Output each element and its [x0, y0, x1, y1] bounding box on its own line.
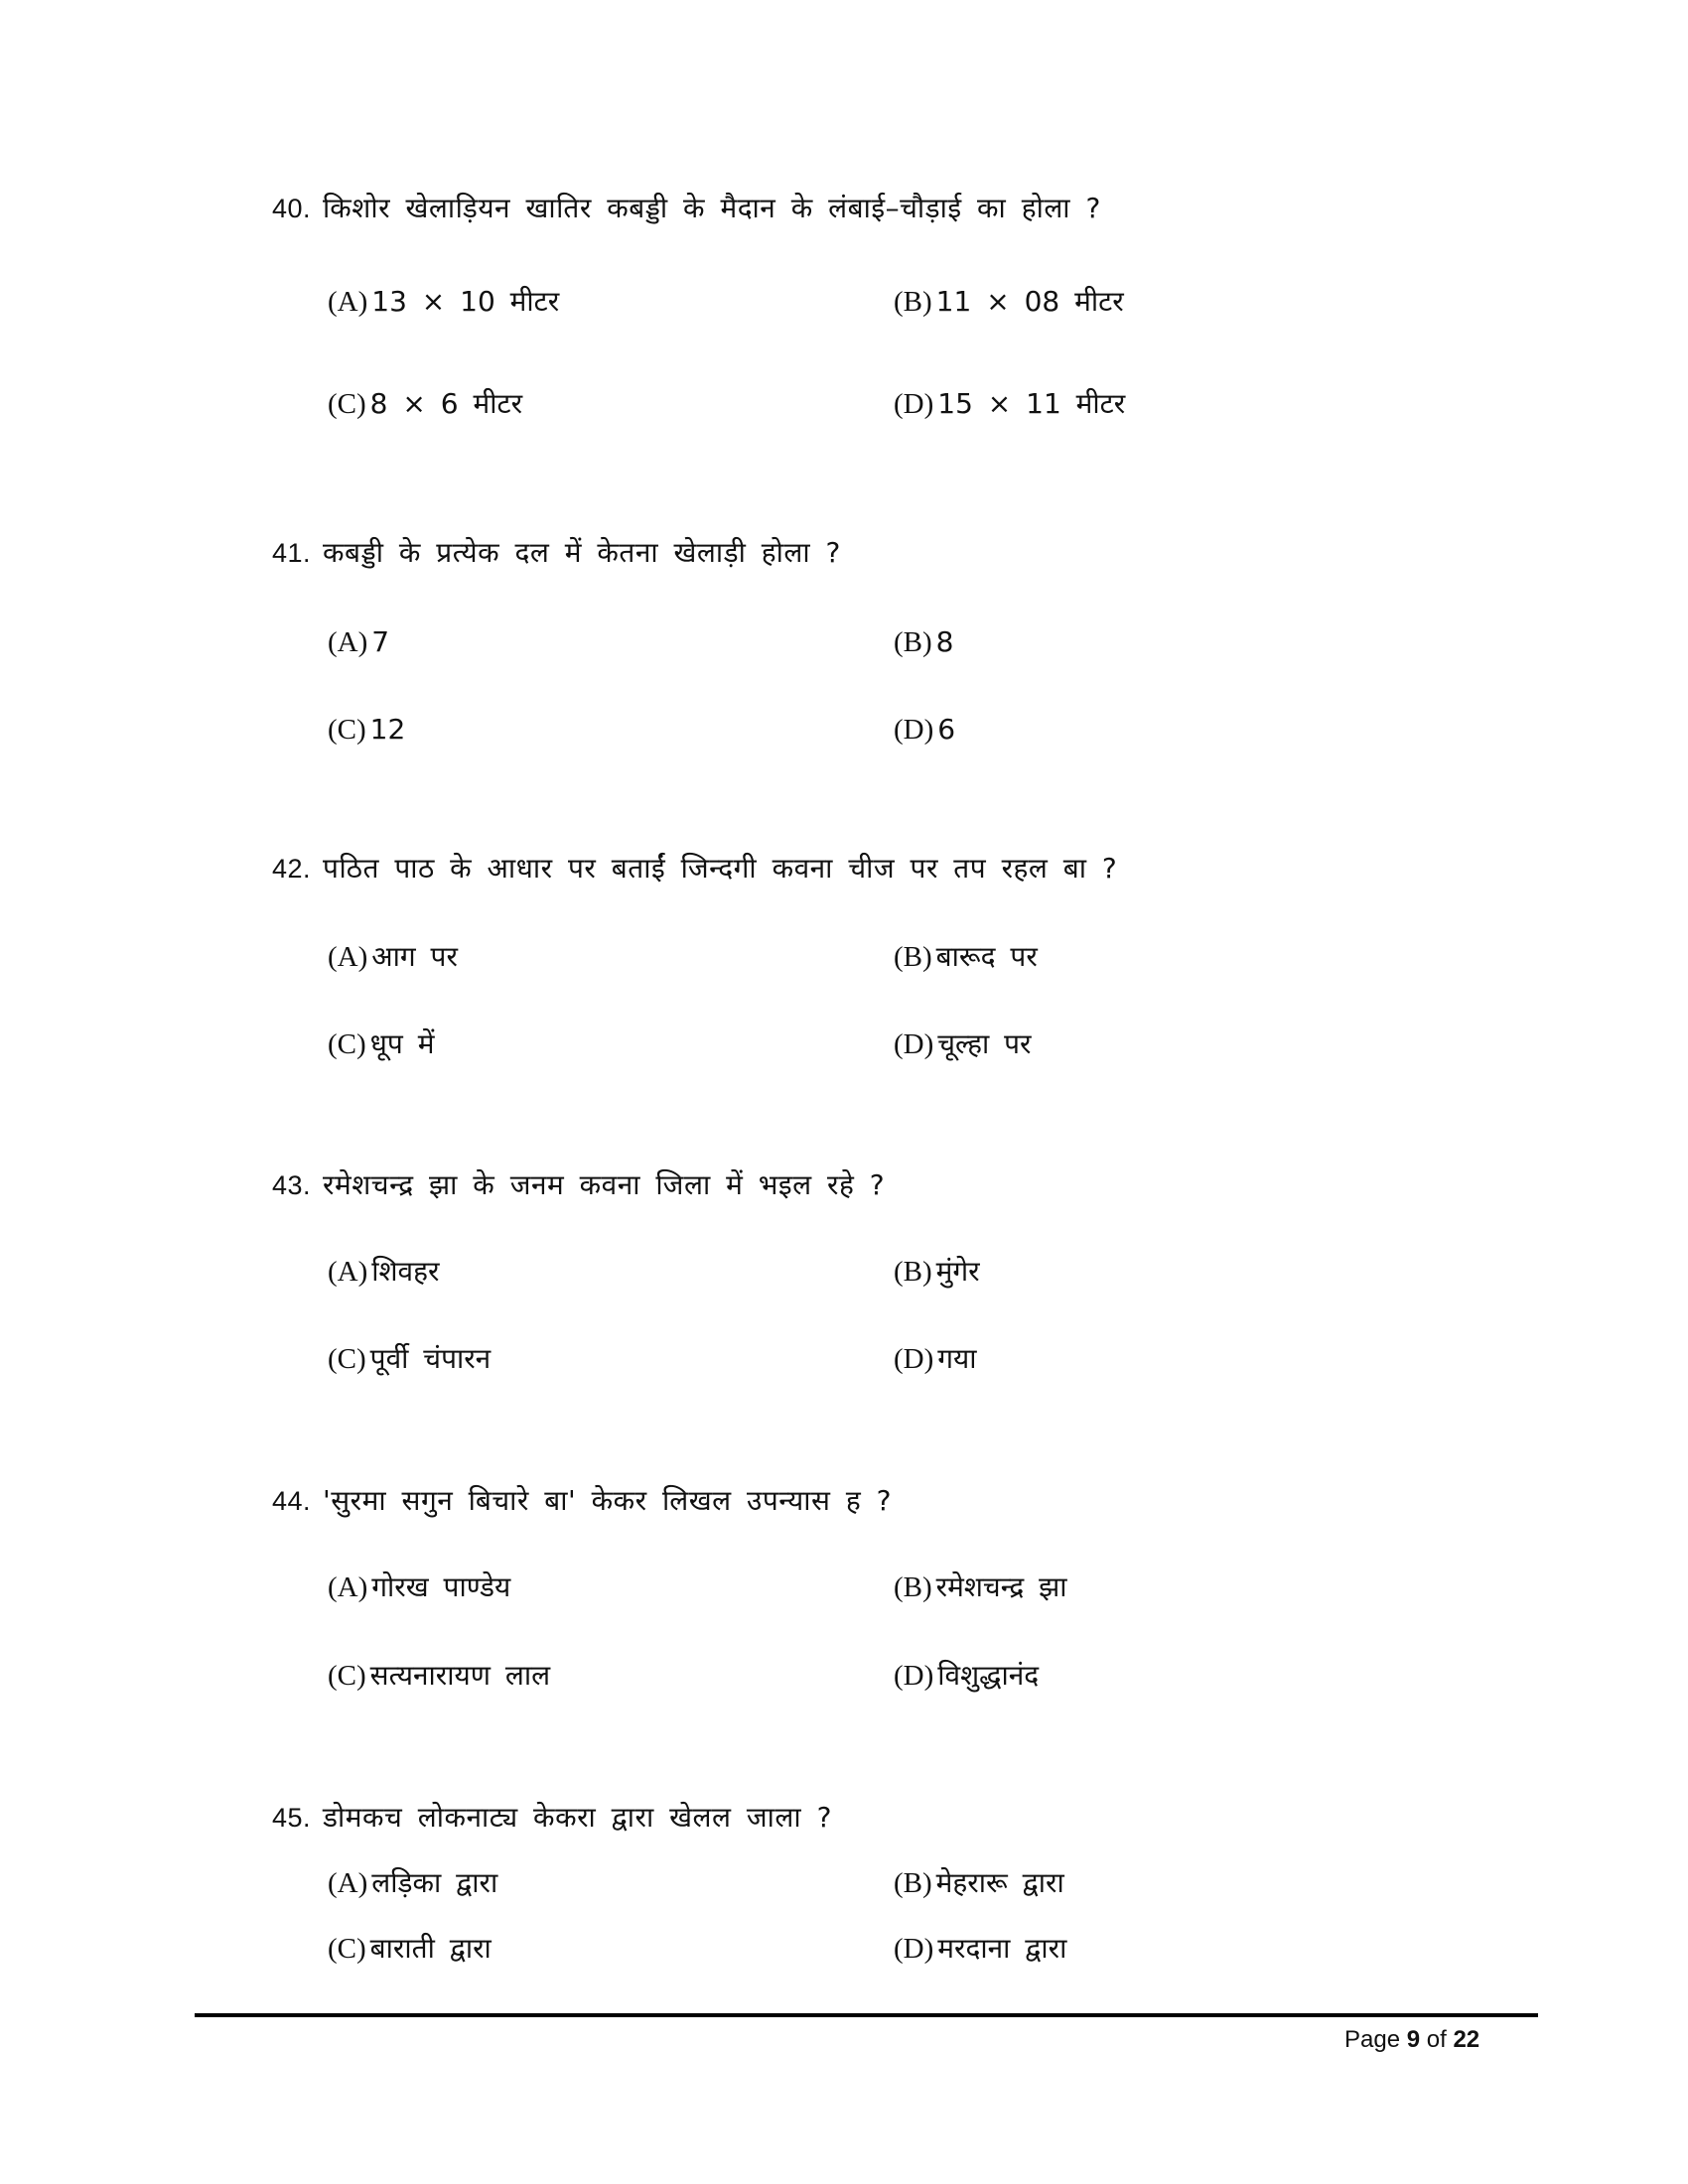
question-42-option-b: [894, 937, 1038, 977]
option-label: (C): [328, 714, 366, 746]
option-label: (A): [328, 286, 368, 318]
option-label: (D): [894, 714, 934, 746]
option-value: गोरख पाण्डेय: [371, 1570, 511, 1603]
total-pages: 22: [1453, 2026, 1480, 2053]
question-40-option-c: [328, 384, 522, 424]
page-number-label: [1344, 2025, 1479, 2055]
question-44-option-d: [894, 1656, 1039, 1696]
question-42-option-c: [328, 1024, 434, 1064]
question-number: 41.: [272, 538, 312, 568]
question-41-option-b: [894, 622, 954, 662]
question-40: [272, 189, 1101, 228]
option-value: बाराती द्वारा: [369, 1932, 492, 1965]
question-45-option-d: [894, 1929, 1066, 1969]
option-label: (A): [328, 1571, 368, 1603]
option-label: (C): [328, 1343, 366, 1375]
option-value: विशुद्धानंद: [937, 1659, 1040, 1692]
option-value: पूर्वी चंपारन: [369, 1342, 492, 1375]
option-value: चूल्हा पर: [937, 1027, 1032, 1060]
question-text: डोमकच लोकनाट्य केकरा द्वारा खेलल जाला ?: [323, 1801, 832, 1834]
option-label: (B): [894, 626, 932, 658]
option-value: मेहरारू द्वारा: [935, 1866, 1064, 1899]
question-43: [272, 1165, 885, 1205]
option-value: 11 × 08 मीटर: [935, 285, 1124, 318]
question-number: 40.: [272, 194, 312, 223]
option-label: (C): [328, 388, 366, 420]
option-value: आग पर: [371, 940, 458, 973]
question-45-option-b: [894, 1863, 1064, 1903]
option-label: (B): [894, 1256, 932, 1288]
option-value: 15 × 11 मीटर: [937, 387, 1126, 420]
question-43-option-c: [328, 1339, 491, 1379]
question-43-option-d: [894, 1339, 977, 1379]
option-label: (B): [894, 1867, 932, 1899]
question-44: [272, 1481, 892, 1521]
option-label: (C): [328, 1660, 366, 1692]
option-label: (D): [894, 1028, 934, 1060]
option-value: रमेशचन्द्र झा: [935, 1570, 1067, 1603]
option-value: 6: [937, 713, 956, 746]
question-text: रमेशचन्द्र झा के जनम कवना जिला में भइल रहे ?: [323, 1168, 886, 1201]
question-41-option-a: [328, 622, 389, 662]
page-word: Page: [1344, 2026, 1401, 2053]
option-label: (C): [328, 1028, 366, 1060]
question-41-option-d: [894, 710, 955, 750]
question-41-option-c: [328, 710, 405, 750]
option-label: (D): [894, 388, 934, 420]
option-value: मुंगेर: [935, 1255, 980, 1288]
option-value: गया: [937, 1342, 977, 1375]
question-text: 'सुरमा सगुन बिचारे बा' केकर लिखल उपन्यास ह ?: [323, 1484, 892, 1517]
question-text: कबड्डी के प्रत्येक दल में केतना खेलाड़ी होला ?: [323, 536, 841, 569]
option-label: (A): [328, 1256, 368, 1288]
question-45: [272, 1798, 832, 1838]
question-number: 43.: [272, 1170, 312, 1200]
option-value: शिवहर: [371, 1255, 440, 1288]
question-40-option-a: [328, 282, 559, 322]
option-value: 12: [369, 713, 406, 746]
question-42: [272, 849, 1117, 888]
option-label: (D): [894, 1660, 934, 1692]
option-label: (B): [894, 1571, 932, 1603]
question-42-option-a: [328, 937, 458, 977]
question-number: 42.: [272, 854, 312, 884]
current-page: 9: [1406, 2026, 1421, 2053]
question-43-option-a: [328, 1252, 439, 1292]
option-value: 7: [371, 625, 390, 658]
option-value: 13 × 10 मीटर: [371, 285, 560, 318]
question-number: 45.: [272, 1803, 312, 1833]
option-label: (D): [894, 1933, 934, 1965]
option-value: मरदाना द्वारा: [937, 1932, 1067, 1965]
option-value: 8 × 6 मीटर: [369, 387, 523, 420]
option-label: (C): [328, 1933, 366, 1965]
option-label: (A): [328, 941, 368, 973]
option-label: (D): [894, 1343, 934, 1375]
option-label: (B): [894, 941, 932, 973]
option-value: 8: [935, 625, 954, 658]
question-number: 44.: [272, 1486, 312, 1516]
option-value: धूप में: [369, 1027, 435, 1060]
option-label: (A): [328, 626, 368, 658]
option-value: बारूद पर: [935, 940, 1038, 973]
of-word: of: [1426, 2026, 1447, 2053]
question-40-option-d: [894, 384, 1125, 424]
option-value: लड़िका द्वारा: [371, 1866, 498, 1899]
question-45-option-c: [328, 1929, 492, 1969]
option-label: (B): [894, 286, 932, 318]
question-44-option-b: [894, 1568, 1067, 1607]
question-text: किशोर खेलाड़ियन खातिर कबड्डी के मैदान के लंबाई–चौड़ाई का होला ?: [323, 192, 1101, 224]
question-44-option-a: [328, 1568, 510, 1607]
option-value: सत्यनारायण लाल: [369, 1659, 551, 1692]
question-43-option-b: [894, 1252, 980, 1292]
question-40-option-b: [894, 282, 1124, 322]
question-42-option-d: [894, 1024, 1032, 1064]
option-label: (A): [328, 1867, 368, 1899]
question-44-option-c: [328, 1656, 550, 1696]
footer-divider: [195, 2013, 1538, 2017]
question-text: पठित पाठ के आधार पर बताईं जिन्दगी कवना चीज पर तप रहल बा ?: [323, 852, 1118, 885]
question-45-option-a: [328, 1863, 497, 1903]
question-41: [272, 533, 841, 573]
